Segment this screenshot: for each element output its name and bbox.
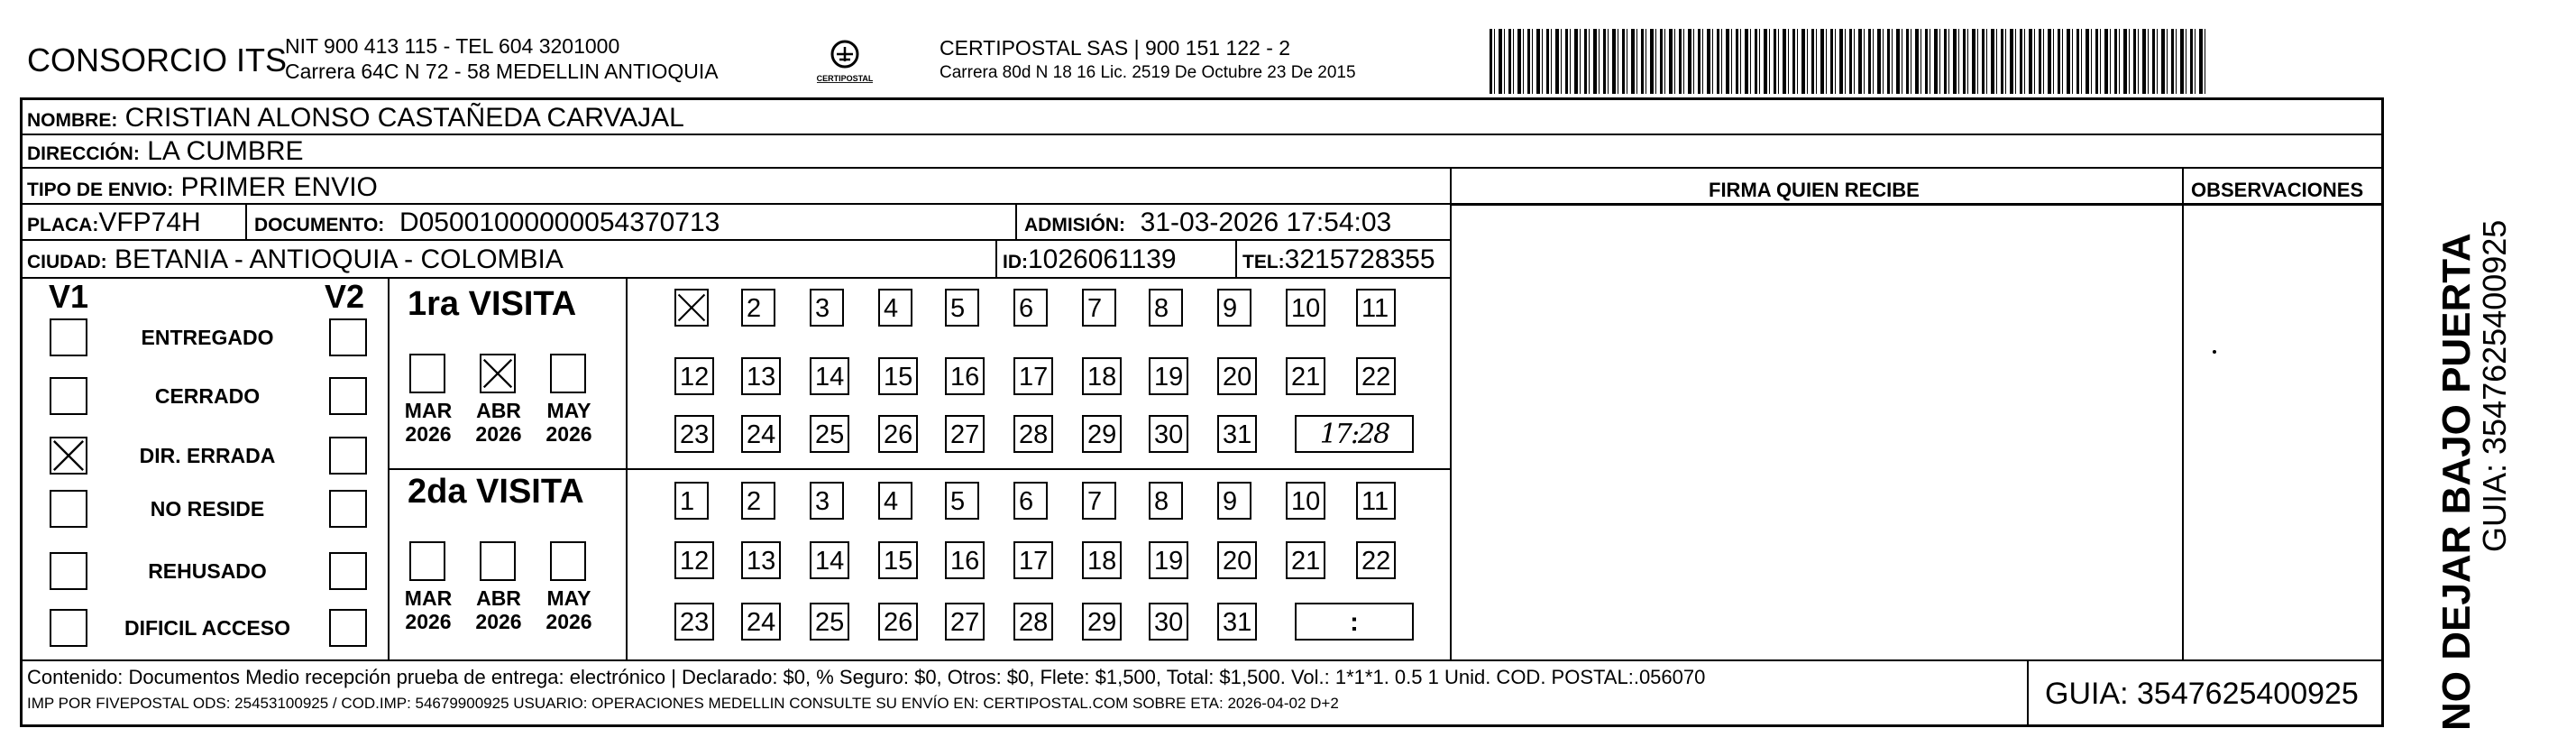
ciudad-row <box>27 244 564 275</box>
day-box[interactable]: 20 <box>1217 541 1257 579</box>
month-checkbox[interactable] <box>409 354 445 393</box>
status-v2-checkbox[interactable] <box>329 318 367 356</box>
nombre-value: CRISTIAN ALONSO CASTAÑEDA CARVAJAL <box>124 103 684 133</box>
no-dejar-bajo-puerta: NO DEJAR BAJO PUERTA <box>2434 233 2479 731</box>
ciudad-label: CIUDAD: <box>27 252 107 272</box>
imp-text: IMP POR FIVEPOSTAL ODS: 25453100925 / COD.IMP: 54679900925 USUARIO: OPERACIONES MEDELLIN CONSULTE SU ENVÍO EN: CERTIPOSTAL.COM SOBRE ETA: 2026-04-02 D+2 <box>27 695 1339 712</box>
observaciones-label: OBSERVACIONES <box>2191 179 2364 201</box>
nombre-row <box>27 103 684 134</box>
day-box[interactable]: 13 <box>741 357 781 395</box>
day-box[interactable]: 30 <box>1149 415 1188 453</box>
day-box[interactable]: 14 <box>810 541 849 579</box>
v2-label: V2 <box>325 278 365 315</box>
day-box[interactable]: 11 <box>1356 289 1396 327</box>
status-label: ENTREGADO <box>141 326 274 349</box>
tipo-value: PRIMER ENVIO <box>180 172 378 202</box>
day-box[interactable]: 25 <box>810 415 849 453</box>
day-box[interactable]: 27 <box>945 415 985 453</box>
status-v2-checkbox[interactable] <box>329 609 367 647</box>
status-v1-checkbox[interactable] <box>50 609 87 647</box>
day-box[interactable] <box>674 289 709 327</box>
day-box[interactable]: 22 <box>1356 541 1396 579</box>
documento-row <box>254 207 720 238</box>
day-box[interactable]: 1 <box>674 482 709 520</box>
placa-label: PLACA: <box>27 215 99 235</box>
id-row <box>1003 244 1177 275</box>
day-box[interactable]: 24 <box>741 415 781 453</box>
direccion-row <box>27 136 304 167</box>
month-label: MAR 2026 <box>404 399 453 446</box>
company-name: CONSORCIO ITS <box>27 41 288 78</box>
month-checkbox[interactable] <box>550 354 586 393</box>
v1-label: V1 <box>49 278 89 315</box>
day-box[interactable]: 26 <box>878 415 918 453</box>
day-box[interactable]: 21 <box>1286 541 1325 579</box>
day-box[interactable]: 21 <box>1286 357 1325 395</box>
day-box[interactable]: 23 <box>674 415 714 453</box>
day-box[interactable]: 12 <box>674 541 714 579</box>
day-box[interactable]: 31 <box>1217 415 1257 453</box>
contenido-text: Contenido: Documentos Medio recepción prueba de entrega: electrónico | Declarado: $0, % Seguro: $0, Otros: $0, Flete: $1,500, Total: $1,500. Vol.: 1*1*1. 0.5 1 Unid. COD. POSTAL:.056070 <box>27 666 1706 688</box>
day-box[interactable]: 28 <box>1013 603 1053 641</box>
day-box[interactable]: 4 <box>878 289 912 327</box>
day-box[interactable]: 7 <box>1082 482 1116 520</box>
company-address: Carrera 64C N 72 - 58 MEDELLIN ANTIOQUIA <box>285 60 719 83</box>
day-box[interactable]: 18 <box>1082 541 1122 579</box>
day-box[interactable]: 29 <box>1082 415 1122 453</box>
tel-label: TEL: <box>1242 252 1285 272</box>
day-box[interactable]: 13 <box>741 541 781 579</box>
day-box[interactable]: 2 <box>741 482 775 520</box>
time-box[interactable]: : <box>1295 603 1414 641</box>
day-box[interactable]: 17 <box>1013 357 1053 395</box>
day-box[interactable]: 17 <box>1013 541 1053 579</box>
day-box[interactable]: 29 <box>1082 603 1122 641</box>
month-checkbox[interactable] <box>550 541 586 581</box>
tel-row <box>1242 244 1435 275</box>
day-box[interactable]: 19 <box>1149 357 1188 395</box>
status-label: DIR. ERRADA <box>139 444 276 467</box>
status-v1-checkbox[interactable] <box>50 377 87 415</box>
day-box[interactable]: 25 <box>810 603 849 641</box>
side-guia: GUIA: 3547625400925 <box>2476 219 2513 552</box>
tel-value: 3215728355 <box>1284 244 1435 274</box>
status-v2-checkbox[interactable] <box>329 437 367 475</box>
day-box[interactable]: 8 <box>1149 482 1183 520</box>
barcode <box>1490 29 2209 94</box>
status-label: CERRADO <box>154 384 261 408</box>
status-v1-checkbox[interactable] <box>50 437 87 475</box>
day-box[interactable]: 16 <box>945 541 985 579</box>
day-box[interactable]: 20 <box>1217 357 1257 395</box>
placa-value: VFP74H <box>98 207 201 237</box>
status-v2-checkbox[interactable] <box>329 552 367 590</box>
day-box[interactable]: 2 <box>741 289 775 327</box>
observaciones-mark <box>2213 350 2216 354</box>
day-box[interactable]: 7 <box>1082 289 1116 327</box>
admision-value: 31-03-2026 17:54:03 <box>1140 207 1392 237</box>
day-box[interactable]: 5 <box>945 289 979 327</box>
day-box[interactable]: 3 <box>810 482 844 520</box>
company-nit-tel: NIT 900 413 115 - TEL 604 3201000 <box>285 34 620 58</box>
day-box[interactable]: 4 <box>878 482 912 520</box>
day-box[interactable]: 15 <box>878 357 918 395</box>
day-box[interactable]: 24 <box>741 603 781 641</box>
visit2-title: 2da VISITA <box>408 473 584 511</box>
tipo-label: TIPO DE ENVIO: <box>27 180 174 200</box>
status-v1-checkbox[interactable] <box>50 490 87 528</box>
month-checkbox[interactable] <box>409 541 445 581</box>
status-v2-checkbox[interactable] <box>329 490 367 528</box>
day-box[interactable]: 9 <box>1217 482 1251 520</box>
day-box[interactable]: 27 <box>945 603 985 641</box>
footer-guia: GUIA: 3547625400925 <box>2045 677 2359 711</box>
handwritten-time: 17:28 <box>1319 419 1389 450</box>
id-label: ID: <box>1003 252 1028 272</box>
admision-row <box>1024 207 1391 238</box>
day-box[interactable]: 3 <box>810 289 844 327</box>
day-box[interactable]: 10 <box>1286 289 1325 327</box>
day-box[interactable]: 8 <box>1149 289 1183 327</box>
day-box[interactable]: 18 <box>1082 357 1122 395</box>
day-box[interactable]: 31 <box>1217 603 1257 641</box>
direccion-label: DIRECCIÓN: <box>27 143 140 164</box>
documento-value: D05001000000054370713 <box>399 207 720 237</box>
carrier-name: CERTIPOSTAL SAS | 900 151 122 - 2 <box>940 36 1291 60</box>
svg-text:CERTIPOSTAL: CERTIPOSTAL <box>817 74 873 83</box>
month-label: MAR 2026 <box>404 586 453 633</box>
day-box[interactable]: 23 <box>674 603 714 641</box>
day-box[interactable]: 12 <box>674 357 714 395</box>
month-checkbox[interactable] <box>480 541 516 581</box>
time-box[interactable] <box>1295 415 1414 453</box>
day-box[interactable]: 16 <box>945 357 985 395</box>
day-box[interactable]: 5 <box>945 482 979 520</box>
day-box[interactable]: 11 <box>1356 482 1396 520</box>
day-box[interactable]: 26 <box>878 603 918 641</box>
status-label: DIFICIL ACCESO <box>124 616 290 640</box>
visit1-title: 1ra VISITA <box>408 285 577 323</box>
id-value: 1026061139 <box>1028 244 1177 274</box>
firma-label: FIRMA QUIEN RECIBE <box>1709 179 1920 201</box>
month-checkbox[interactable] <box>480 354 516 393</box>
month-label: MAY 2026 <box>545 399 592 446</box>
month-label: ABR 2026 <box>475 399 522 446</box>
day-box[interactable]: 30 <box>1149 603 1188 641</box>
status-v2-checkbox[interactable] <box>329 377 367 415</box>
day-box[interactable]: 14 <box>810 357 849 395</box>
tipo-row <box>27 172 378 203</box>
day-box[interactable]: 6 <box>1013 482 1048 520</box>
admision-label: ADMISIÓN: <box>1024 215 1125 235</box>
status-label: REHUSADO <box>148 559 267 583</box>
day-box[interactable]: 6 <box>1013 289 1048 327</box>
day-box[interactable]: 15 <box>878 541 918 579</box>
day-box[interactable]: 28 <box>1013 415 1053 453</box>
day-box[interactable]: 10 <box>1286 482 1325 520</box>
month-label: ABR 2026 <box>475 586 522 633</box>
ciudad-value: BETANIA - ANTIOQUIA - COLOMBIA <box>115 244 564 274</box>
month-label: MAY 2026 <box>545 586 592 633</box>
status-v1-checkbox[interactable] <box>50 318 87 356</box>
carrier-address: Carrera 80d N 18 16 Lic. 2519 De Octubre 23 De 2015 <box>940 63 1356 82</box>
placa-row <box>27 207 201 238</box>
status-v1-checkbox[interactable] <box>50 552 87 590</box>
documento-label: DOCUMENTO: <box>254 215 385 235</box>
day-box[interactable]: 9 <box>1217 289 1251 327</box>
direccion-value: LA CUMBRE <box>147 136 304 166</box>
certipostal-logo <box>817 32 873 92</box>
nombre-label: NOMBRE: <box>27 110 118 131</box>
day-box[interactable]: 19 <box>1149 541 1188 579</box>
status-label: NO RESIDE <box>150 497 265 521</box>
day-box[interactable]: 22 <box>1356 357 1396 395</box>
